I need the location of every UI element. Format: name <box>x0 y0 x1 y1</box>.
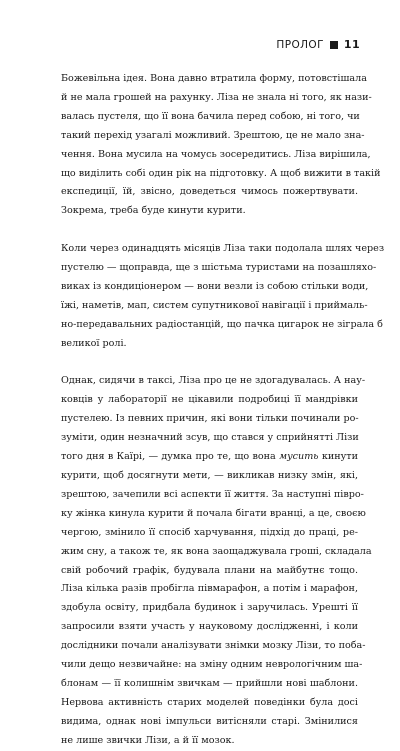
text-line: жим сну, а також те, як вона заощаджувала гроші, складала <box>61 545 372 557</box>
text-line: Божевільна ідея. Вона давно втратила форму, потовстішала <box>61 73 367 84</box>
text-line: ковців у лабораторії не цікавили подробиці її мандрівки <box>61 394 358 406</box>
text-line: зрештою, зачепили всі аспекти її життя. За наступні півро- <box>61 488 364 500</box>
square-bullet-icon <box>330 41 338 49</box>
text-line: й не мала грошей на рахунку. Ліза не знала ні того, як нази- <box>61 91 372 103</box>
text-line: пустелю — щоправда, ще з шістьма туристами на позашляхо- <box>61 262 377 274</box>
text-line: великої ролі. <box>61 337 127 349</box>
text-line: такий перехід узагалі можливий. Зрештою, це не мало зна- <box>61 129 365 141</box>
body-text <box>61 70 385 751</box>
text-line: Ліза кілька разів пробігла півмарафон, а потім і марафон, <box>61 583 358 595</box>
text-line: що виділить собі один рік на підготовку. А щоб вижити в такій <box>61 167 381 179</box>
text-line: чергою, змінило її спосіб харчування, підхід до праці, ре- <box>61 526 358 538</box>
paragraph-3 <box>61 372 372 750</box>
text-line-with-emphasis <box>61 448 358 467</box>
text-line: зуміти, один незначний зсув, що стався у сприйнятті Лізи <box>61 432 359 444</box>
text-line: Коли через одинадцять місяців Ліза таки подолала шлях через <box>61 243 385 255</box>
paragraph-1 <box>61 70 381 221</box>
text-line: здобула освіту, придбала будинок і заручилась. Урешті її <box>61 602 358 614</box>
page-number: 11 <box>343 38 360 51</box>
line-text: того дня в Каїрі, — думка про те, що вона <box>61 451 276 463</box>
text-line: ку жінка кинула курити й почала бігати вранці, а це, своєю <box>61 507 366 519</box>
text-line: виках із кондиціонером — вони везли із собою стільки води, <box>61 280 369 292</box>
text-line: валась пустеля, що її вона бачила перед собою, ні того, чи <box>61 110 360 122</box>
text-line: дослідники почали аналізувати знімки мозку Лізи, то поба- <box>61 640 366 652</box>
text-line: Нервова активність старих моделей поведінки була досі <box>61 696 358 708</box>
line-text-after-emphasis: кинути <box>318 451 358 463</box>
text-line: експедиції, їй, звісно, доведеться чимось пожертвувати. <box>61 186 358 198</box>
text-line: блонам — її колишнім звичкам — прийшли нові шаблони. <box>61 677 358 689</box>
text-line: чили дещо незвичайне: на зміну одним неврологічним ша- <box>61 659 363 671</box>
running-header <box>276 38 360 51</box>
text-line: видима, однак нові імпульси витісняли старі. Змінилися <box>61 715 358 727</box>
emphasized-word: мусить <box>279 451 319 463</box>
text-line: Зокрема, треба буде кинути курити. <box>61 205 246 217</box>
text-line: пустелею. Із певних причин, які вони тільки починали ро- <box>61 413 359 425</box>
text-line: запросили взяти участь у науковому дослідженні, і коли <box>61 621 358 633</box>
text-line: їжі, наметів, мап, систем супутникової навігації і приймаль- <box>61 299 368 311</box>
paragraph-2 <box>61 240 385 353</box>
text-line: но-передавальних радіостанцій, що пачка цигарок не зіграла б <box>61 318 383 330</box>
section-title: ПРОЛОГ <box>276 38 324 51</box>
text-line: курити, щоб досягнути мети, — викликав низку змін, які, <box>61 470 358 481</box>
text-line: Однак, сидячи в таксі, Ліза про це не здогадувалась. А нау- <box>61 375 366 387</box>
text-line: свій робочий графік, будувала плани на майбутнє тощо. <box>61 564 358 576</box>
text-line: чення. Вона мусила на чомусь зосередитись. Ліза вирішила, <box>61 148 371 160</box>
text-line: не лише звички Лізи, а й її мозок. <box>61 734 235 746</box>
